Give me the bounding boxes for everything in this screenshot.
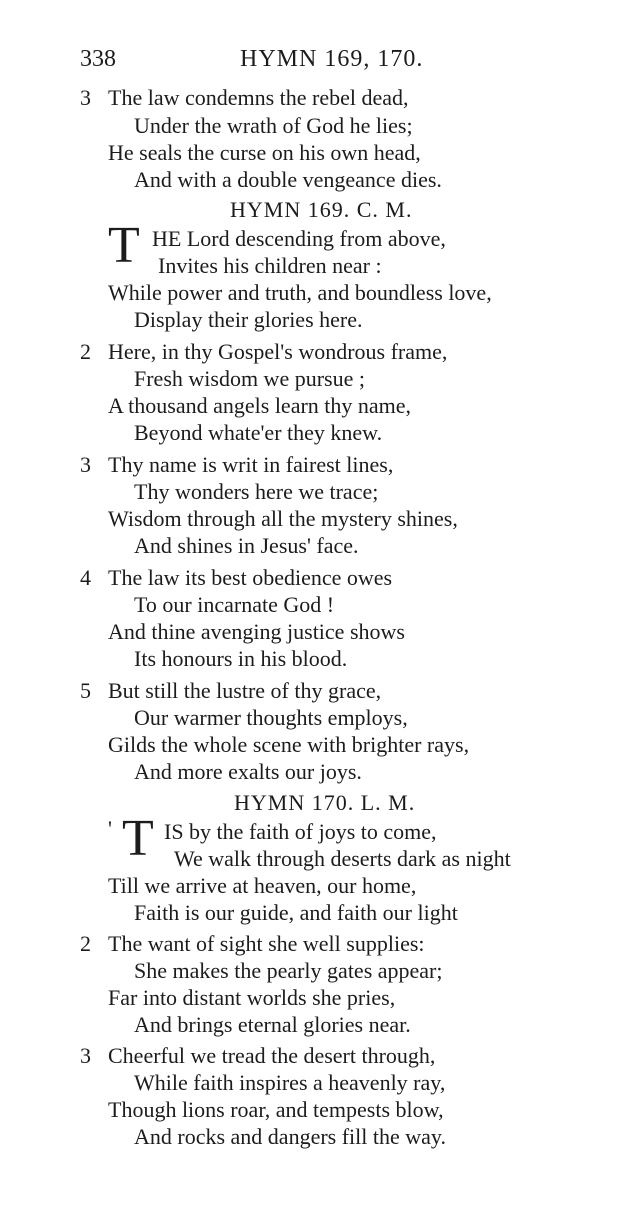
hymn-170-title: HYMN 170. L. M. [234, 790, 416, 815]
stanza-line [0, 899, 640, 927]
stanza-line [0, 731, 640, 759]
verse-text: And shines in Jesus' face. [134, 533, 359, 558]
drop-cap: T [108, 217, 140, 274]
stanza-line [0, 392, 640, 420]
verse-text: HE Lord descending from above, [152, 226, 446, 251]
stanza-line [0, 1096, 640, 1124]
stanza-line [0, 930, 640, 958]
stanza-line [0, 225, 640, 253]
drop-cap: T [122, 810, 154, 867]
verse-text: Cheerful we tread the desert through, [108, 1043, 436, 1068]
verse-text: Display their glories here. [134, 307, 363, 332]
verse-text: Thy wonders here we trace; [134, 479, 379, 504]
verse-text: But still the lustre of thy grace, [108, 678, 382, 703]
verse-text: She makes the pearly gates appear; [134, 958, 443, 983]
drop-quote: ' [108, 816, 112, 841]
stanza-line [0, 758, 640, 786]
stanza-number: 3 [80, 1043, 91, 1068]
verse-text: IS by the faith of joys to come, [164, 819, 437, 844]
stanza-line [0, 84, 640, 112]
verse-text: Fresh wisdom we pursue ; [134, 366, 365, 391]
stanza-line [0, 677, 640, 705]
verse-text: Its honours in his blood. [134, 646, 348, 671]
stanza-number: 2 [80, 339, 91, 364]
stanza-line [0, 1042, 640, 1070]
stanza-line [0, 564, 640, 592]
stanza-line [0, 139, 640, 167]
stanza-line [0, 704, 640, 732]
verse-text: The law condemns the rebel dead, [108, 85, 409, 110]
stanza-line [0, 984, 640, 1012]
verse-text: And thine avenging justice shows [108, 619, 405, 644]
verse-text: To our incarnate God ! [134, 592, 335, 617]
verse-text: Our warmer thoughts employs, [134, 705, 408, 730]
running-title: HYMN 169, 170. [240, 46, 424, 72]
verse-text: Invites his children near : [158, 253, 382, 278]
stanza-number: 4 [80, 565, 91, 590]
verse-text: Though lions roar, and tempests blow, [108, 1097, 444, 1122]
verse-text: While faith inspires a heavenly ray, [134, 1070, 446, 1095]
verse-text: And with a double vengeance dies. [134, 167, 442, 192]
stanza-number: 3 [80, 452, 91, 477]
verse-text: And more exalts our joys. [134, 759, 362, 784]
stanza-number: 3 [80, 85, 91, 110]
stanza-line [0, 872, 640, 900]
verse-text: He seals the curse on his own head, [108, 140, 421, 165]
stanza-line [0, 252, 640, 280]
stanza-line [0, 957, 640, 985]
stanza-line [0, 306, 640, 334]
verse-text: And rocks and dangers fill the way. [134, 1124, 446, 1149]
stanza-line [0, 1123, 640, 1151]
verse-text: The want of sight she well supplies: [108, 931, 425, 956]
verse-text: The law its best obedience owes [108, 565, 393, 590]
hymn-169-title: HYMN 169. C. M. [230, 197, 413, 222]
stanza-line [0, 338, 640, 366]
page-number: 338 [80, 46, 116, 72]
stanza-line [0, 591, 640, 619]
stanza-line [0, 505, 640, 533]
stanza-line [0, 818, 640, 846]
stanza-line [0, 365, 640, 393]
verse-text: Thy name is writ in fairest lines, [108, 452, 394, 477]
verse-text: Beyond whate'er they knew. [134, 420, 383, 445]
verse-text: We walk through deserts dark as night [174, 846, 511, 871]
verse-text: Far into distant worlds she pries, [108, 985, 396, 1010]
stanza-line [0, 166, 640, 194]
stanza-number: 5 [80, 678, 91, 703]
stanza-line [0, 532, 640, 560]
verse-text: Under the wrath of God he lies; [134, 113, 413, 138]
verse-text: Gilds the whole scene with brighter rays, [108, 732, 470, 757]
stanza-line [0, 845, 640, 873]
stanza-line [0, 1011, 640, 1039]
stanza-line [0, 112, 640, 140]
stanza-line [0, 478, 640, 506]
stanza-line [0, 645, 640, 673]
verse-text: Till we arrive at heaven, our home, [108, 873, 417, 898]
verse-text: Faith is our guide, and faith our light [134, 900, 458, 925]
verse-text: A thousand angels learn thy name, [108, 393, 412, 418]
stanza-line [0, 618, 640, 646]
stanza-line [0, 279, 640, 307]
verse-text: While power and truth, and boundless love, [108, 280, 492, 305]
stanza-number: 2 [80, 931, 91, 956]
stanza-line [0, 451, 640, 479]
verse-text: Wisdom through all the mystery shines, [108, 506, 458, 531]
verse-text: And brings eternal glories near. [134, 1012, 411, 1037]
verse-text: Here, in thy Gospel's wondrous frame, [108, 339, 448, 364]
stanza-line [0, 419, 640, 447]
stanza-line [0, 1069, 640, 1097]
